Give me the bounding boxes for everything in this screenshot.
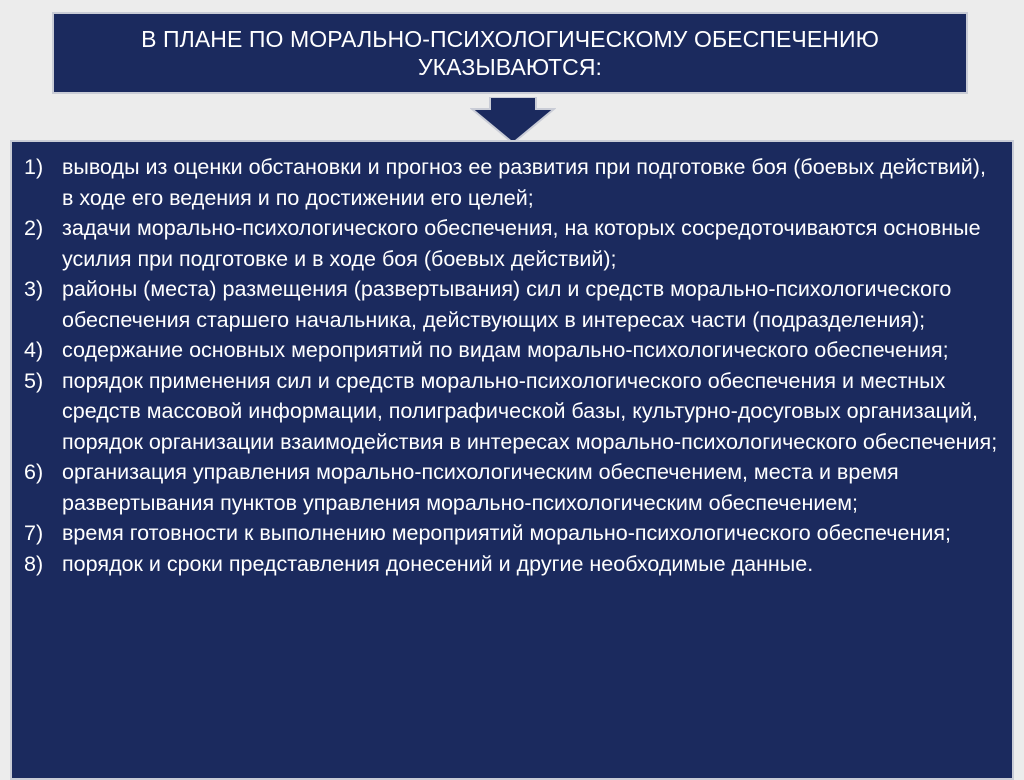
list-item-text: задачи морально-психологического обеспечения, на которых сосредоточиваются основные усилия при подготовке и в ходе боя (боевых действий); [62,216,981,271]
list-item-number: 8) [24,551,44,576]
list-item-text: районы (места) размещения (развертывания) сил и средств морально-психологического обеспечения старшего начальника, действующих в интересах части (подразделения); [62,277,952,332]
page-title [100,25,920,81]
list-item [24,274,1000,335]
list-item [24,457,1000,518]
list-item-number: 4) [24,338,44,362]
list-item-number: 7) [24,521,44,545]
requirements-list [24,152,1000,579]
list-item-text: порядок применения сил и средств морально-психологического обеспечения и местных средств массовой информации, полиграфической базы, культурно-досуговых организаций, порядок организации взаимодействия в интересах морально-психологического обеспечения; [62,368,998,454]
list-item-number: 1) [24,155,44,179]
list-item-text: выводы из оценки обстановки и прогноз ее развития при подготовке боя (боевых действий), в ходе его ведения и по достижении его целей; [62,155,986,210]
list-item [24,335,1000,366]
list-item [24,518,1000,549]
down-arrow-icon [470,97,556,145]
list-item [24,366,1000,458]
list-item [24,549,1000,580]
list-item [24,213,1000,274]
title-line-1: В ПЛАНЕ ПО МОРАЛЬНО-ПСИХОЛОГИЧЕСКОМУ ОБЕСПЕЧЕНИЮ [141,26,879,52]
list-item-text: содержание основных мероприятий по видам морально-психологического обеспечения; [62,338,949,362]
content-panel [10,140,1014,780]
list-item-text: порядок и сроки представления донесений и другие необходимые данные. [62,551,814,576]
title-box [52,12,968,94]
list-item-text: организация управления морально-психологическим обеспечением, места и время развертывания пунктов управления морально-психологическим обеспечением; [62,460,899,515]
list-item-number: 6) [24,460,44,484]
list-item-number: 3) [24,277,44,301]
title-line-2: УКАЗЫВАЮТСЯ: [417,54,603,80]
list-item-number: 5) [24,368,44,393]
list-item [24,152,1000,213]
list-item-text: время готовности к выполнению мероприятий морально-психологического обеспечения; [62,521,951,545]
list-item-number: 2) [24,216,44,240]
